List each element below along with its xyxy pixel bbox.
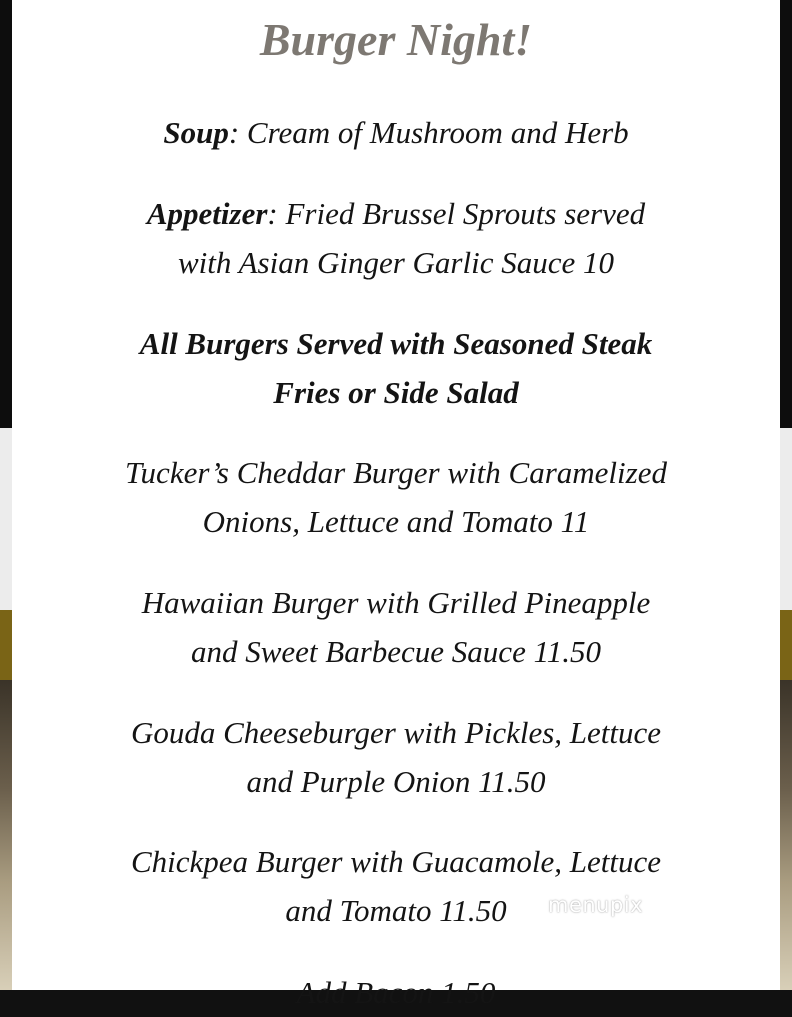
burgers-note-line-1: All Burgers Served with Seasoned Steak xyxy=(139,326,653,361)
menu-item-cheddar-burger xyxy=(12,448,780,546)
menu-item-line-1: Chickpea Burger with Guacamole, Lettuce xyxy=(130,844,662,879)
appetizer-line-1 xyxy=(147,196,645,231)
menu-item-line-1: Hawaiian Burger with Grilled Pineapple xyxy=(141,585,651,620)
menu-item-line-1: Tucker’s Cheddar Burger with Caramelized xyxy=(125,455,667,490)
menu-item-line-1: Gouda Cheeseburger with Pickles, Lettuce xyxy=(130,715,662,750)
menu-title: Burger Night! xyxy=(259,14,533,65)
soup-label: Soup xyxy=(163,115,229,150)
appetizer-label: Appetizer xyxy=(146,196,268,231)
addon-line: Add Bacon 1.50 xyxy=(296,975,496,1010)
burgers-note xyxy=(12,319,780,417)
appetizer-line-2: with Asian Ginger Garlic Sauce 10 xyxy=(178,245,614,280)
menu-card xyxy=(12,0,780,1010)
menu-item-line-2: and Sweet Barbecue Sauce 11.50 xyxy=(190,634,602,669)
burgers-note-line-2: Fries or Side Salad xyxy=(273,375,519,410)
menu-item-gouda-cheeseburger xyxy=(12,708,780,806)
soup-line xyxy=(12,108,780,157)
menu-item-hawaiian-burger xyxy=(12,578,780,676)
menu-item-line-2: Onions, Lettuce and Tomato 11 xyxy=(202,504,590,539)
soup-text: : Cream of Mushroom and Herb xyxy=(228,115,629,150)
appetizer-text: : Fried Brussel Sprouts served xyxy=(267,196,646,231)
menu-item-chickpea-burger xyxy=(12,837,780,935)
appetizer-block xyxy=(12,189,780,287)
menu-item-line-2: and Tomato 11.50 xyxy=(285,893,507,928)
menu-item-line-2: and Purple Onion 11.50 xyxy=(246,764,546,799)
watermark: menupix xyxy=(548,893,644,917)
